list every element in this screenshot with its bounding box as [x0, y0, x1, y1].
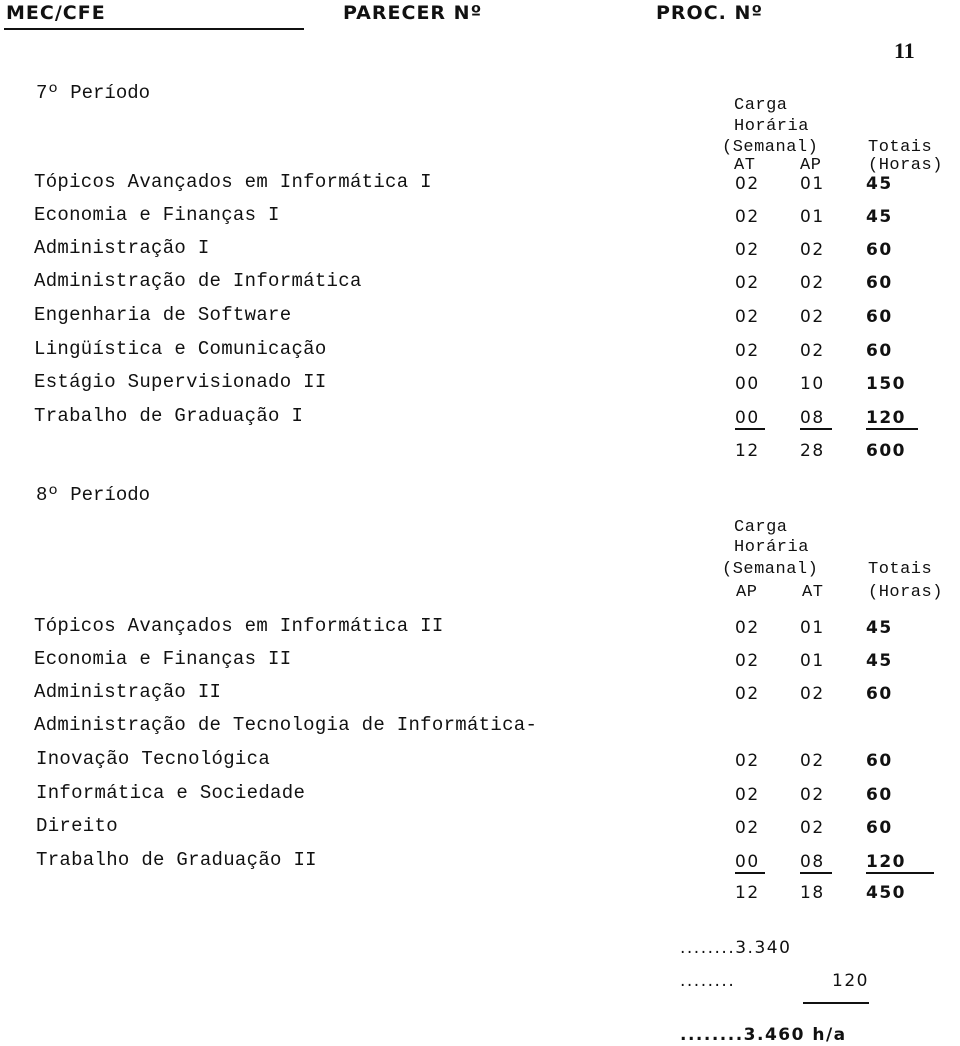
total-hours: 45 — [866, 174, 893, 194]
total-hours: 60 — [866, 684, 893, 704]
period8-horaria: Horária — [734, 538, 809, 557]
total-hours: 150 — [866, 374, 906, 394]
total-hours: 60 — [866, 240, 893, 260]
ap-hours: 02 — [735, 785, 760, 805]
period8-title: 8º Período — [36, 484, 151, 506]
subject-name: Administração de Informática — [34, 270, 362, 292]
subject-name: Inovação Tecnológica — [36, 748, 271, 770]
header-right: PROC. Nº — [656, 2, 764, 24]
subject-name: Trabalho de Graduação II — [36, 849, 317, 871]
subject-name: Direito — [36, 815, 118, 837]
ap-hours: 00 — [735, 852, 765, 874]
grand-total-line2-value: 120 — [832, 971, 869, 991]
total-hours: 45 — [866, 651, 893, 671]
page-number: 11 — [894, 38, 915, 63]
subject-name: Administração I — [34, 237, 210, 259]
subject-name: Informática e Sociedade — [36, 782, 306, 804]
period7-title: 7º Período — [36, 82, 151, 104]
header-center: PARECER Nº — [343, 2, 483, 24]
subject-name: Lingüística e Comunicação — [34, 338, 327, 360]
period8-totais: Totais — [868, 560, 933, 579]
ap-hours: 02 — [735, 751, 760, 771]
total-hours: 60 — [866, 785, 893, 805]
ap-hours: 08 — [800, 408, 832, 430]
at-hours: 02 — [800, 785, 825, 805]
grand-total-line1: ........3.340 — [680, 938, 792, 958]
total-hours: 45 — [866, 618, 893, 638]
grand-total-dots: ........ — [680, 971, 736, 991]
total-hours: 120 — [866, 408, 918, 430]
subject-name: Tópicos Avançados em Informática II — [34, 615, 444, 637]
total-sum: 600 — [866, 441, 906, 461]
period8-col-b: AT — [802, 583, 824, 602]
header-rule — [4, 28, 304, 30]
subject-name: Estágio Supervisionado II — [34, 371, 327, 393]
period7-col-at: AT — [734, 156, 756, 175]
subject-name: Trabalho de Graduação I — [34, 405, 304, 427]
period8-semanal: (Semanal) — [722, 560, 819, 579]
at-hours: 01 — [800, 618, 825, 638]
ap-sum: 12 — [735, 883, 760, 903]
ap-hours: 02 — [735, 618, 760, 638]
period7-horas: (Horas) — [868, 156, 943, 175]
period7-horaria: Horária — [734, 117, 809, 136]
total-hours: 60 — [866, 341, 893, 361]
subject-name: Tópicos Avançados em Informática I — [34, 171, 432, 193]
period8-col-a: AP — [736, 583, 758, 602]
period8-horas: (Horas) — [868, 583, 943, 602]
at-hours: 02 — [800, 684, 825, 704]
subject-name: Economia e Finanças I — [34, 204, 280, 226]
at-hours: 00 — [735, 408, 765, 430]
ap-hours: 02 — [735, 651, 760, 671]
at-hours: 02 — [735, 207, 760, 227]
ap-hours: 01 — [800, 207, 825, 227]
at-hours: 02 — [735, 307, 760, 327]
total-hours: 45 — [866, 207, 893, 227]
subject-name: Administração de Tecnologia de Informática- — [34, 714, 538, 736]
ap-hours: 02 — [800, 273, 825, 293]
total-hours: 60 — [866, 751, 893, 771]
subject-name: Economia e Finanças II — [34, 648, 292, 670]
subject-name: Administração II — [34, 681, 222, 703]
at-hours: 02 — [735, 240, 760, 260]
subject-name: Engenharia de Software — [34, 304, 292, 326]
period8-carga: Carga — [734, 518, 788, 537]
ap-sum: 28 — [800, 441, 825, 461]
total-hours: 60 — [866, 818, 893, 838]
at-hours: 01 — [800, 651, 825, 671]
grand-total-line3: ........3.460 h/a — [680, 1025, 847, 1045]
ap-hours: 10 — [800, 374, 825, 394]
at-hours: 02 — [735, 341, 760, 361]
ap-hours: 02 — [735, 684, 760, 704]
ap-hours: 02 — [800, 307, 825, 327]
at-sum: 18 — [800, 883, 825, 903]
at-hours: 02 — [735, 273, 760, 293]
at-sum: 12 — [735, 441, 760, 461]
at-hours: 02 — [800, 751, 825, 771]
at-hours: 02 — [800, 818, 825, 838]
at-hours: 08 — [800, 852, 832, 874]
ap-hours: 02 — [800, 341, 825, 361]
at-hours: 02 — [735, 174, 760, 194]
grand-total-rule — [803, 1002, 869, 1004]
period7-col-ap: AP — [800, 156, 822, 175]
header-left: MEC/CFE — [6, 2, 106, 24]
total-hours: 120 — [866, 852, 934, 874]
total-hours: 60 — [866, 273, 893, 293]
ap-hours: 02 — [735, 818, 760, 838]
period7-semanal: (Semanal) — [722, 138, 819, 157]
period7-carga: Carga — [734, 96, 788, 115]
total-hours: 60 — [866, 307, 893, 327]
total-sum: 450 — [866, 883, 906, 903]
period7-totais: Totais — [868, 138, 933, 157]
ap-hours: 01 — [800, 174, 825, 194]
ap-hours: 02 — [800, 240, 825, 260]
at-hours: 00 — [735, 374, 760, 394]
